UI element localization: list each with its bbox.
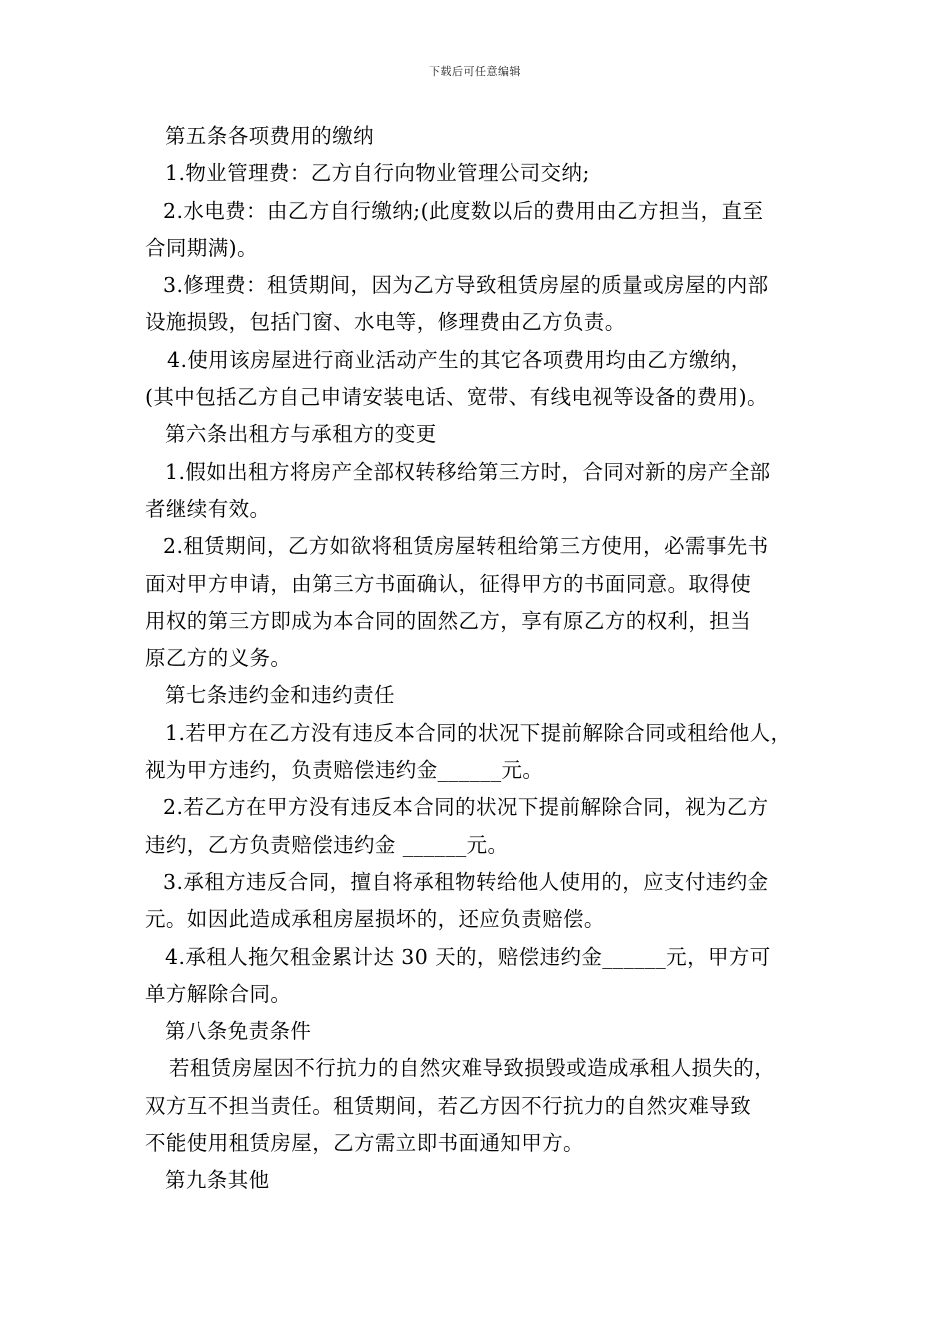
text-line: 视为甲方违约，负责赔偿违约金______元。	[145, 758, 544, 783]
text-line: 设施损毁，包括门窗、水电等，修理费由乙方负责。	[145, 310, 626, 335]
text-line: 第六条出租方与承租方的变更	[165, 422, 437, 447]
text-line: 第七条违约金和违约责任	[165, 683, 395, 708]
text-line: 元。如因此造成承租房屋损坏的，还应负责赔偿。	[145, 907, 605, 932]
text-line: 2.若乙方在甲方没有违反本合同的状况下提前解除合同，视为乙方	[163, 795, 769, 820]
text-line: 2.租赁期间，乙方如欲将租赁房屋转租给第三方使用，必需事先书	[163, 534, 769, 559]
text-line: 第八条免责条件	[165, 1019, 312, 1044]
text-line: 违约，乙方负责赔偿违约金 ______元。	[145, 832, 509, 857]
text-line: 原乙方的义务。	[145, 646, 292, 671]
document-body	[145, 118, 815, 1200]
text-line: 若租赁房屋因不行抗力的自然灾难导致损毁或造成承租人损失的，	[169, 1056, 776, 1081]
text-line: 2.水电费：由乙方自行缴纳;(此度数以后的费用由乙方担当，直至	[163, 198, 764, 223]
text-line: 3.修理费：租赁期间，因为乙方导致租赁房屋的质量或房屋的内部	[163, 273, 769, 298]
text-line: 面对甲方申请，由第三方书面确认，征得甲方的书面同意。取得使	[145, 571, 752, 596]
text-line: 第五条各项费用的缴纳	[165, 124, 374, 148]
page-header: 下载后可任意编辑	[429, 65, 521, 78]
text-line: 合同期满)。	[145, 235, 258, 260]
text-line: 双方互不担当责任。租赁期间，若乙方因不行抗力的自然灾难导致	[145, 1093, 752, 1118]
text-line: 1.假如出租方将房产全部权转移给第三方时，合同对新的房产全部	[165, 459, 771, 484]
text-line: 4.承租人拖欠租金累计达 30 天的，赔偿违约金______元，甲方可	[165, 944, 771, 969]
text-line: 单方解除合同。	[145, 981, 292, 1006]
text-line: 者继续有效。	[145, 496, 271, 521]
text-line: 1.物业管理费：乙方自行向物业管理公司交纳;	[165, 161, 590, 186]
text-line: 3.承租方违反合同，擅自将承租物转给他人使用的，应支付违约金	[163, 869, 769, 894]
text-line: 不能使用租赁房屋，乙方需立即书面通知甲方。	[145, 1131, 584, 1156]
text-line: 用权的第三方即成为本合同的固然乙方，享有原乙方的权利，担当	[145, 608, 752, 633]
text-line: 4.使用该房屋进行商业活动产生的其它各项费用均由乙方缴纳，	[167, 347, 752, 372]
text-line: 第九条其他	[165, 1168, 270, 1193]
text-line: (其中包括乙方自己申请安装电话、宽带、有线电视等设备的费用)。	[145, 385, 768, 410]
text-line: 1.若甲方在乙方没有违反本合同的状况下提前解除合同或租给他人，	[165, 720, 792, 745]
